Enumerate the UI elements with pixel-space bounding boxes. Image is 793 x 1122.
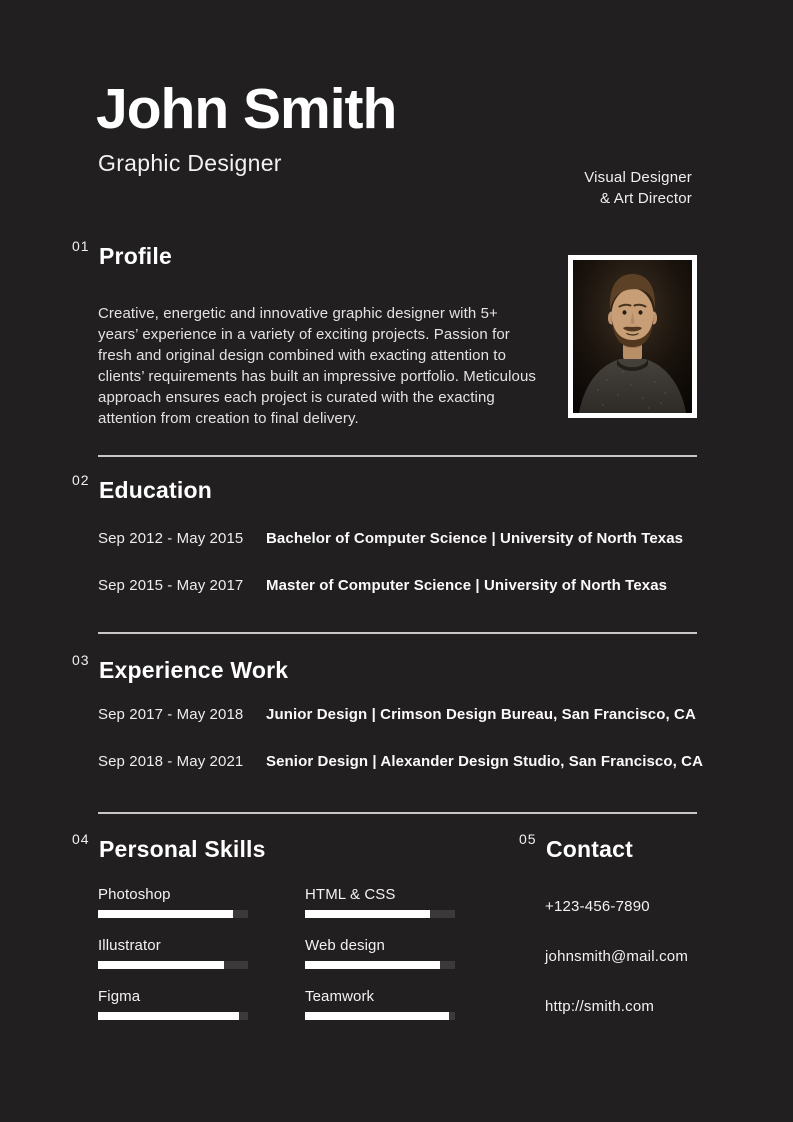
skill-progress-track xyxy=(98,910,248,918)
tagline-line-1: Visual Designer xyxy=(584,169,692,186)
skill-label: Web design xyxy=(305,937,385,954)
skill-progress-track xyxy=(98,961,248,969)
portrait-photo xyxy=(568,255,697,418)
profile-summary: Creative, energetic and innovative graphic designer with 5+ years’ experience in a variety of exciting projects. Passion for fresh and original design combined with exacting attention to clients’ requirements has built an impressive portfolio. Meticulous approach ensures each project is curated with the exacting attention from creation to final delivery. xyxy=(98,305,537,427)
section-number: 03 xyxy=(72,652,90,668)
skill-progress-track xyxy=(305,910,455,918)
date-range: Sep 2017 - May 2018 xyxy=(98,706,244,723)
date-range: Sep 2018 - May 2021 xyxy=(98,753,244,770)
name-heading: John Smith xyxy=(96,77,397,141)
contact-item: +123-456-7890 xyxy=(545,898,650,915)
description: Junior Design | Crimson Design Bureau, San Francisco, CA xyxy=(266,706,696,723)
skill-progress-fill xyxy=(98,961,224,969)
section-divider xyxy=(98,812,697,814)
skill-label: HTML & CSS xyxy=(305,886,396,903)
date-range: Sep 2012 - May 2015 xyxy=(98,530,244,547)
experience-list xyxy=(98,706,703,770)
section-heading-education: Education xyxy=(99,477,212,503)
job-title: Graphic Designer xyxy=(98,150,282,176)
contact-list xyxy=(545,898,688,1048)
description: Bachelor of Computer Science | University of North Texas xyxy=(266,530,684,547)
education-list xyxy=(98,530,683,594)
skill-item xyxy=(98,886,248,918)
skill-progress-track xyxy=(305,961,455,969)
contact-section-heading xyxy=(519,831,634,862)
skill-item xyxy=(305,937,455,969)
section-number: 01 xyxy=(72,238,90,254)
section-number: 05 xyxy=(519,831,537,847)
section-number: 04 xyxy=(72,831,90,847)
skills-section-heading xyxy=(72,831,266,862)
skill-progress-fill xyxy=(305,1012,449,1020)
skill-progress-track xyxy=(305,1012,455,1020)
section-heading-contact: Contact xyxy=(546,836,634,862)
tagline xyxy=(584,167,692,209)
skill-label: Illustrator xyxy=(98,937,161,954)
description: Senior Design | Alexander Design Studio, San Francisco, CA xyxy=(266,753,704,770)
section-heading-skills: Personal Skills xyxy=(99,836,266,862)
section-number: 02 xyxy=(72,472,90,488)
description: Master of Computer Science | University of North Texas xyxy=(266,577,668,594)
tagline-line-2: & Art Director xyxy=(600,190,692,207)
section-heading-profile: Profile xyxy=(99,243,172,269)
profile-section-heading xyxy=(72,238,172,269)
skill-item xyxy=(98,988,248,1020)
skill-progress-fill xyxy=(305,961,440,969)
section-divider xyxy=(98,455,697,457)
section-heading-experience: Experience Work xyxy=(99,657,289,683)
timeline-row xyxy=(98,753,703,770)
experience-section-heading xyxy=(72,652,289,683)
education-section-heading xyxy=(72,472,212,503)
skill-progress-fill xyxy=(98,910,233,918)
skill-item xyxy=(305,988,455,1020)
timeline-row xyxy=(98,530,683,547)
skill-label: Photoshop xyxy=(98,886,171,903)
date-range: Sep 2015 - May 2017 xyxy=(98,577,244,594)
skills-grid xyxy=(98,886,455,1020)
skill-progress-track xyxy=(98,1012,248,1020)
section-divider xyxy=(98,632,697,634)
timeline-row xyxy=(98,577,683,594)
portrait-illustration xyxy=(573,260,692,413)
timeline-row xyxy=(98,706,703,723)
contact-item: http://smith.com xyxy=(545,998,655,1015)
skill-progress-fill xyxy=(98,1012,239,1020)
skill-label: Teamwork xyxy=(305,988,375,1005)
skill-label: Figma xyxy=(98,988,141,1005)
skill-progress-fill xyxy=(305,910,430,918)
skill-item xyxy=(305,886,455,918)
skill-item xyxy=(98,937,248,969)
contact-item: johnsmith@mail.com xyxy=(545,948,689,965)
